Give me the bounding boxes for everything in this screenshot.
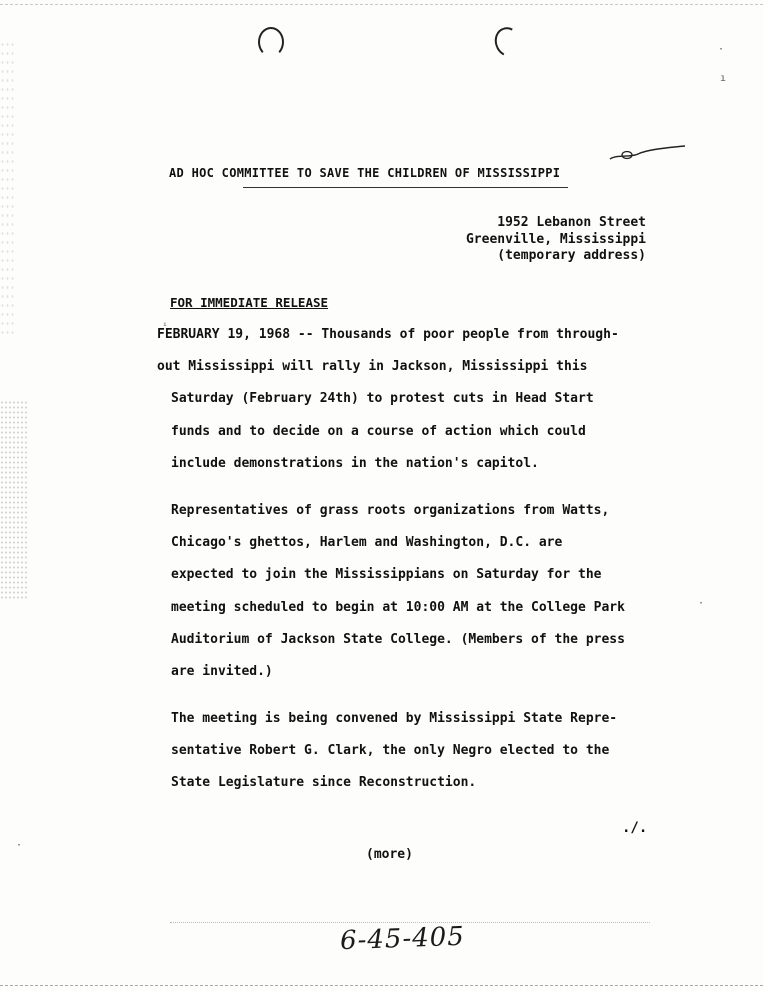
paragraph-line: meeting scheduled to begin at 10:00 AM at the College Park xyxy=(171,599,625,615)
punch-hole-icon xyxy=(258,27,284,57)
top-edge-dashes xyxy=(0,4,763,5)
scan-mark: · xyxy=(16,840,23,851)
scan-mark: ᵢ xyxy=(162,318,169,329)
address-line: (temporary address) xyxy=(497,248,646,263)
paragraph-line: are invited.) xyxy=(171,663,273,679)
scan-noise-upper xyxy=(0,40,14,340)
bottom-edge-dashes xyxy=(0,985,763,986)
punch-hole-icon xyxy=(491,23,526,60)
paragraph-line: Representatives of grass roots organizations from Watts, xyxy=(171,503,610,518)
paragraph-line: The meeting is being convened by Mississippi State Repre- xyxy=(171,711,618,726)
paragraph-line: include demonstrations in the nation's capitol. xyxy=(171,455,539,471)
paragraph-line: FEBRUARY 19, 1968 -- Thousands of poor people from through- xyxy=(157,327,619,342)
release-label: FOR IMMEDIATE RELEASE xyxy=(170,295,329,310)
paragraph-line: out Mississippi will rally in Jackson, Mississippi this xyxy=(157,359,588,375)
paragraph-line: State Legislature since Reconstruction. xyxy=(171,775,477,791)
paragraph-line: Saturday (February 24th) to protest cuts in Head Start xyxy=(171,391,594,407)
paragraph-line: funds and to decide on a course of action which could xyxy=(171,423,586,439)
scan-mark: ı xyxy=(720,73,727,84)
address-block xyxy=(466,215,646,265)
paragraph-line: expected to join the Mississippians on Saturday for the xyxy=(171,567,602,583)
more-label: (more) xyxy=(366,847,413,862)
org-heading: AD HOC COMMITTEE TO SAVE THE CHILDREN OF MISSISSIPPI xyxy=(169,166,561,180)
scan-mark: · xyxy=(698,598,705,609)
continuation-mark: ./. xyxy=(622,820,648,836)
scan-noise-left xyxy=(0,400,28,600)
scan-mark: · xyxy=(718,44,725,55)
paragraph-1 xyxy=(157,319,619,480)
paragraph-line: Auditorium of Jackson State College. (Members of the press xyxy=(171,631,625,647)
paragraph-2 xyxy=(171,495,625,688)
address-line: Greenville, Mississippi xyxy=(465,231,646,247)
paragraph-line: sentative Robert G. Clark, the only Negro elected to the xyxy=(171,743,610,759)
handwritten-file-number: 6-45-405 xyxy=(339,921,466,957)
heading-underline xyxy=(243,187,568,188)
pen-mark-icon xyxy=(608,142,688,168)
paragraph-3 xyxy=(171,703,617,800)
address-line: 1952 Lebanon Street xyxy=(497,215,646,230)
paragraph-line: Chicago's ghettos, Harlem and Washington, D.C. are xyxy=(171,535,563,551)
